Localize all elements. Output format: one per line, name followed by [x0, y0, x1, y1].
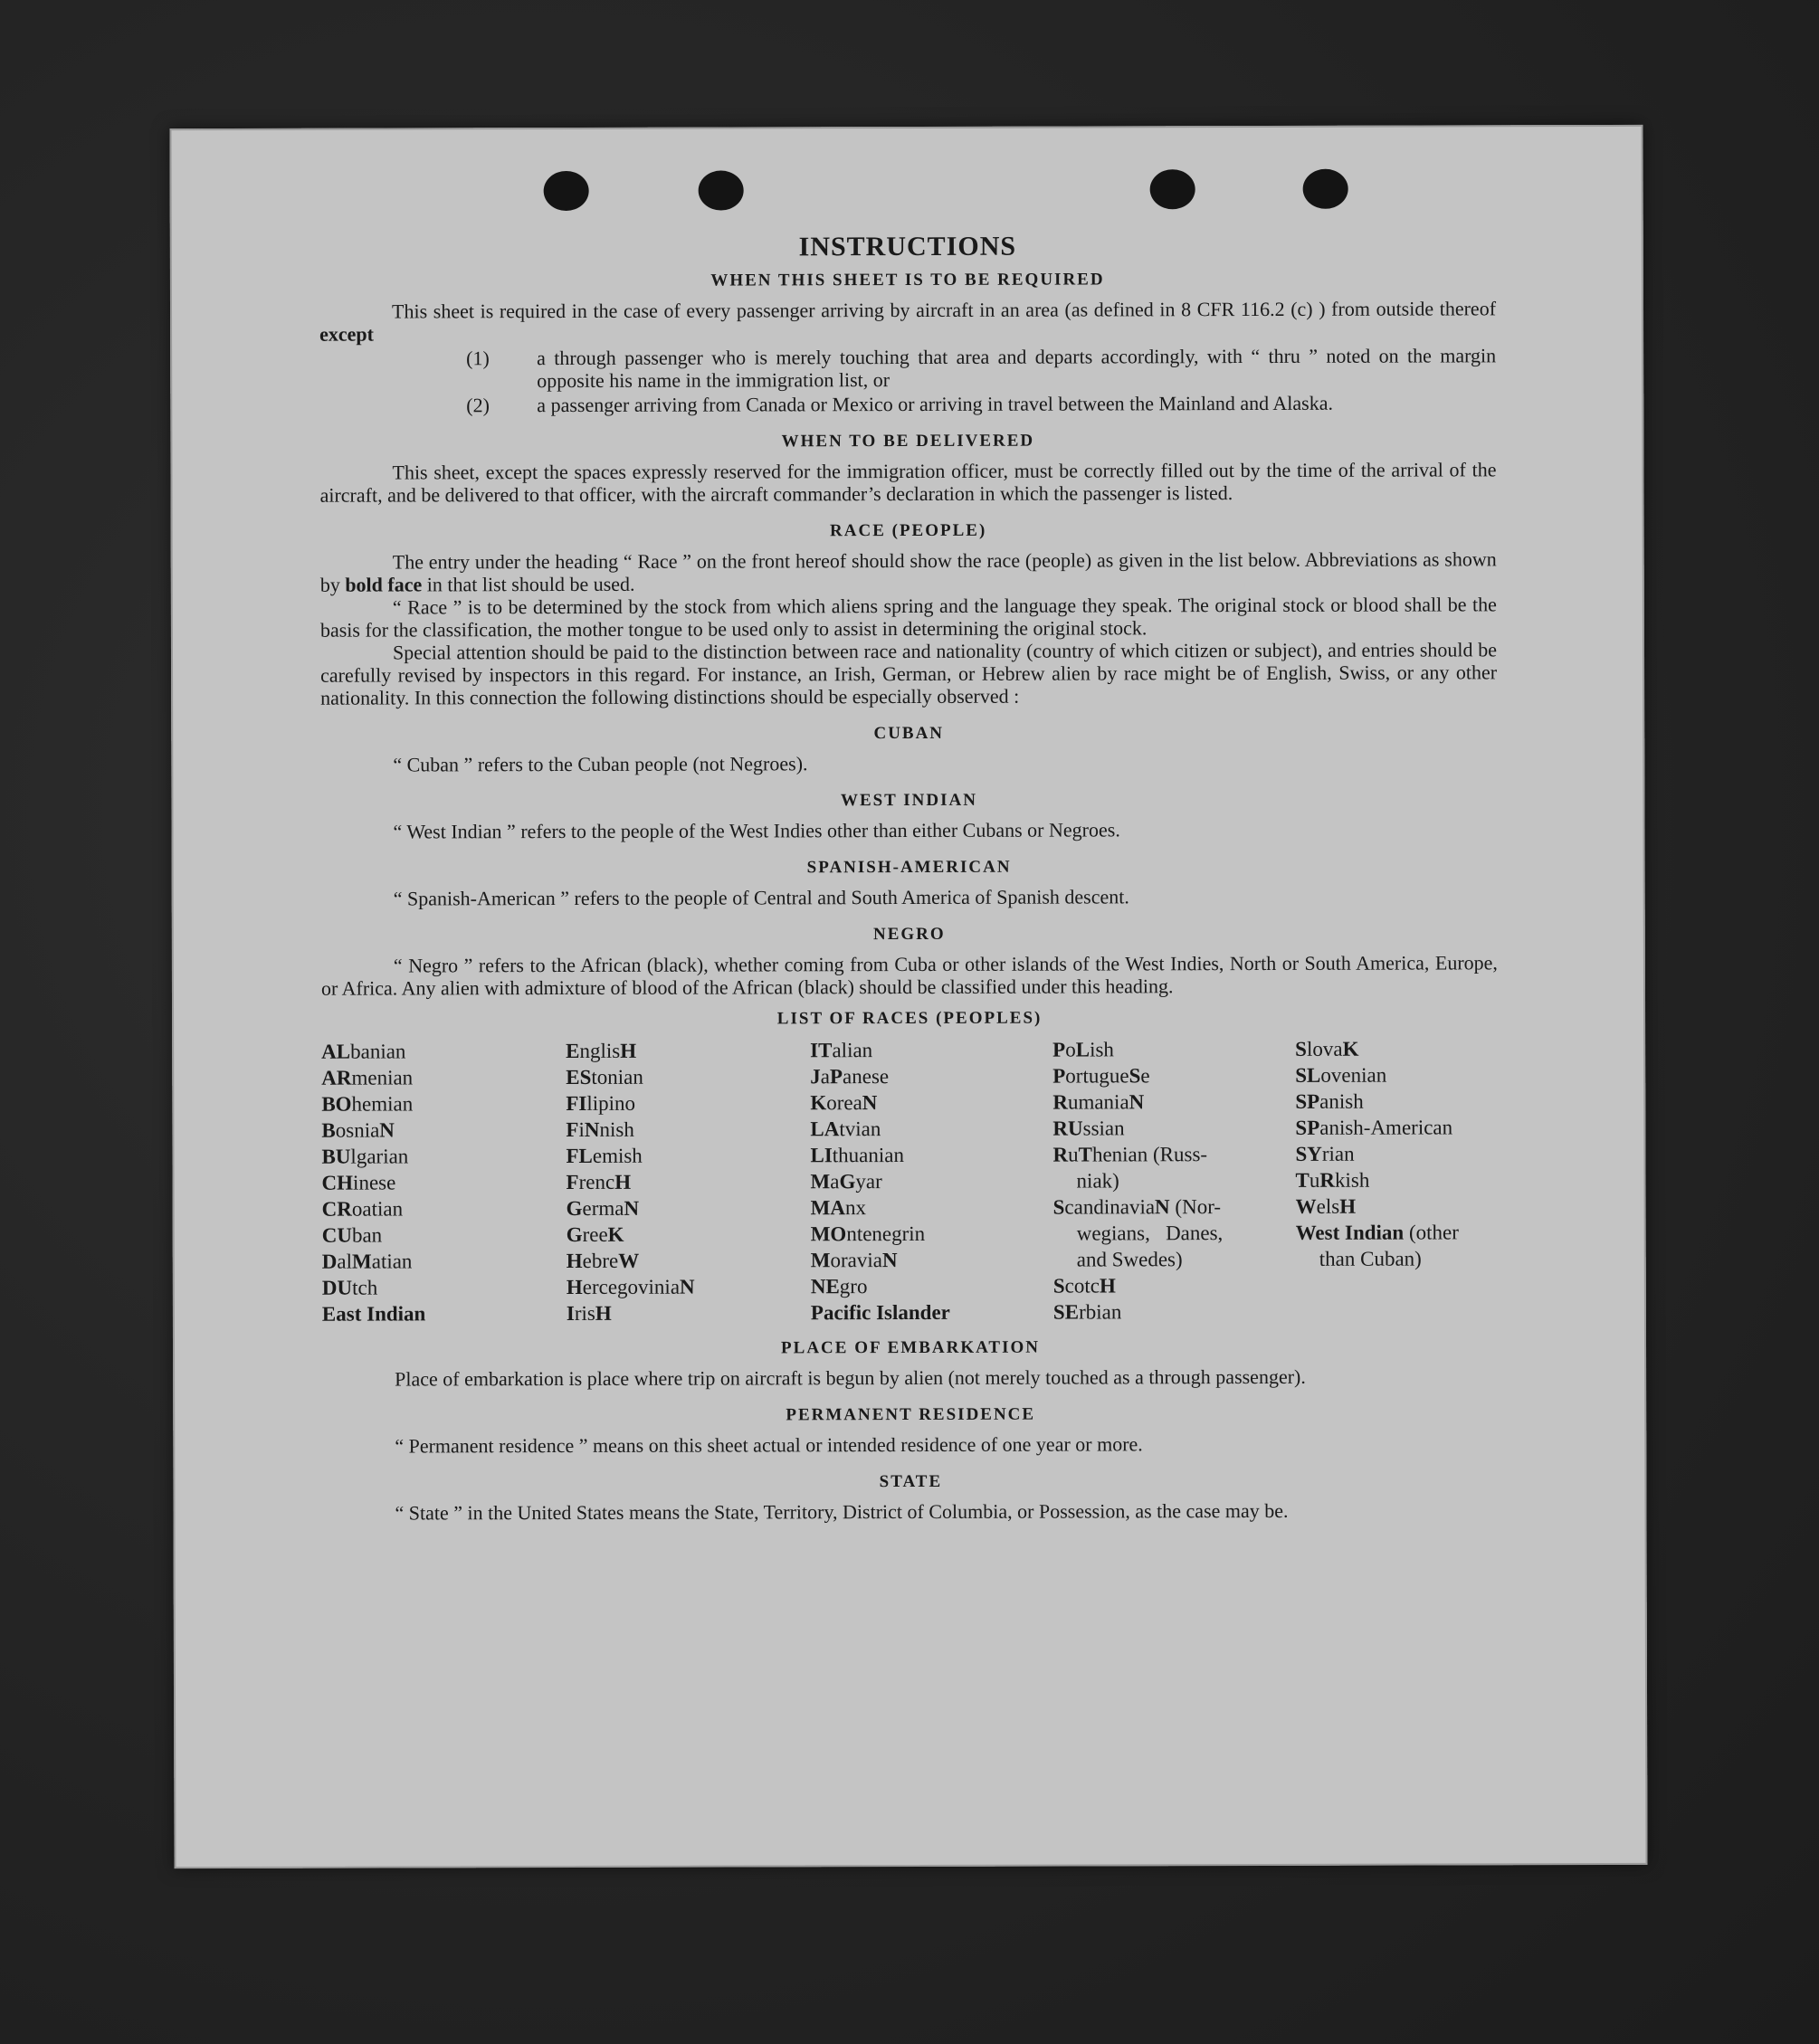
- race-text: ercegovinia: [582, 1275, 681, 1298]
- race-entry: [322, 1274, 567, 1301]
- race-entry: [1295, 1166, 1498, 1193]
- section-heading-spanish-american: SPANISH-AMERICAN: [806, 857, 1012, 878]
- punch-hole: [1150, 169, 1195, 209]
- race-text: anish: [1319, 1089, 1364, 1113]
- race-abbrev-bold: H: [1339, 1194, 1357, 1218]
- race-text: e: [1140, 1064, 1150, 1088]
- race-abbrev-bold: R: [1052, 1143, 1069, 1166]
- race-abbrev-bold: P: [1052, 1064, 1066, 1088]
- race-text: banian: [350, 1040, 406, 1063]
- race-entry: [322, 1248, 567, 1275]
- race-paragraph-3: Special attention should be paid to the distinction between race and nationality (country of which citizen or subject), and entries should be carefully revised by inspectors in this regard. For instance, an Irish, German, or Hebrew alien by race might be of English, Swiss, or any other nationality. In this connection the following distinctions should be especially observed :: [320, 638, 1498, 709]
- race-entry: [810, 1063, 1052, 1090]
- race-abbrev-bold: K: [1342, 1037, 1359, 1060]
- race-text: hemian: [351, 1092, 414, 1116]
- race-entry: [1295, 1088, 1498, 1115]
- race-abbrev-bold: N: [881, 1249, 898, 1272]
- race-text: nglis: [579, 1039, 621, 1062]
- race-abbrev-bold: F: [566, 1117, 579, 1141]
- race-abbrev-bold: CU: [321, 1223, 352, 1247]
- race-text: emish: [592, 1144, 643, 1167]
- spanish-american-text: “ Spanish-American ” refers to the people of Central and South America of Spanish descent.: [393, 885, 1129, 910]
- race-entry: [322, 1195, 567, 1222]
- race-entry: [1295, 1140, 1498, 1167]
- race-abbrev-bold: N: [679, 1275, 695, 1298]
- race-entry: [321, 1038, 566, 1065]
- race-text: u: [1068, 1143, 1079, 1166]
- race-text: o: [1065, 1038, 1076, 1061]
- race-text: ovenian: [1320, 1063, 1387, 1087]
- race-entry: [567, 1247, 811, 1274]
- race-abbrev-bold: West Indian: [1295, 1221, 1405, 1244]
- race-text: menian: [351, 1066, 414, 1089]
- race-entry: [1052, 1141, 1295, 1168]
- race-text: and Swedes): [1076, 1248, 1183, 1271]
- race-abbrev-bold: SL: [1295, 1063, 1321, 1087]
- race-abbrev-bold: P: [1052, 1038, 1066, 1061]
- section-heading-when-required: WHEN THIS SHEET IS TO BE REQUIRED: [710, 270, 1105, 290]
- races-column: [1295, 1035, 1499, 1325]
- intro-bold: except: [319, 322, 374, 346]
- race-text: osnia: [335, 1118, 380, 1142]
- race-text: oravia: [830, 1249, 882, 1272]
- race-text: inese: [353, 1171, 396, 1194]
- race-entry: [321, 1117, 566, 1144]
- race-abbrev-bold: FI: [566, 1091, 587, 1115]
- race-abbrev-bold: I: [566, 1301, 575, 1325]
- race-text: els: [1316, 1194, 1340, 1218]
- race-text: ban: [351, 1223, 383, 1247]
- race-entry: [1295, 1114, 1498, 1141]
- race-abbrev-bold: S: [1052, 1195, 1065, 1219]
- race-abbrev-bold: SP: [1295, 1116, 1320, 1139]
- race-text: ortugue: [1065, 1064, 1129, 1088]
- punch-hole: [699, 170, 744, 210]
- race-p1-bold: bold face: [345, 573, 423, 596]
- race-abbrev-bold: R: [1052, 1090, 1068, 1114]
- race-entry: [1053, 1220, 1296, 1247]
- race-abbrev-bold: S: [1129, 1064, 1141, 1088]
- item-number: (1): [466, 347, 490, 370]
- race-abbrev-bold: MO: [810, 1222, 847, 1246]
- race-text: erma: [582, 1196, 624, 1220]
- item-number: (2): [466, 394, 490, 417]
- race-entry: [567, 1194, 811, 1222]
- race-paragraph-1: [320, 547, 1497, 595]
- race-abbrev-bold: J: [810, 1065, 821, 1089]
- race-text: cotc: [1064, 1274, 1100, 1298]
- race-abbrev-bold: LA: [810, 1117, 840, 1141]
- negro-text: “ Negro ” refers to the African (black), whether coming from Cuba or other islands of the West Indies, North or South America, Europe, or Africa. Any alien with admixture of blood of the African (black) should be classified under this heading.: [320, 951, 1498, 1000]
- race-text: ntenegrin: [846, 1222, 926, 1246]
- race-text: oatian: [351, 1197, 404, 1221]
- section-heading-negro: NEGRO: [872, 924, 946, 945]
- race-entry: [811, 1273, 1053, 1300]
- race-abbrev-bold: S: [1295, 1037, 1307, 1060]
- race-abbrev-bold: Pacific Islander: [810, 1300, 950, 1325]
- race-text: anish-American: [1319, 1116, 1453, 1139]
- race-entry: [567, 1273, 811, 1300]
- section-heading-cuban: CUBAN: [873, 723, 945, 744]
- race-entry: [1052, 1167, 1295, 1194]
- race-text: lgarian: [350, 1145, 409, 1168]
- race-entry: [810, 1089, 1052, 1117]
- race-entry: [1052, 1062, 1295, 1089]
- race-abbrev-bold: G: [839, 1170, 856, 1193]
- section-heading-list-of-races: LIST OF RACES (PEOPLES): [776, 1008, 1043, 1029]
- race-abbrev-bold: M: [810, 1249, 831, 1272]
- race-text: rian: [1321, 1142, 1355, 1165]
- race-entry: [1052, 1089, 1295, 1116]
- race-abbrev-bold: East Indian: [321, 1302, 426, 1326]
- race-abbrev-bold: SP: [1295, 1089, 1320, 1113]
- document-sheet: [169, 125, 1647, 1868]
- race-text: tch: [352, 1276, 378, 1299]
- race-text: a: [830, 1170, 840, 1193]
- race-p1-text: The entry under the heading “ Race ” on the front hereof should show the race (people) as given in the list below. Abbreviations as shown by: [319, 547, 1497, 596]
- race-text: thuanian: [832, 1144, 904, 1167]
- race-abbrev-bold: SY: [1295, 1142, 1322, 1165]
- race-entry: [810, 1168, 1052, 1195]
- section-heading-when-delivered: WHEN TO BE DELIVERED: [781, 431, 1035, 452]
- race-entry: [566, 1089, 810, 1117]
- race-abbrev-bold: BU: [321, 1145, 351, 1168]
- race-text: atian: [371, 1250, 413, 1273]
- race-entry: [810, 1142, 1052, 1169]
- race-entry: [566, 1063, 810, 1090]
- west-indian-text: “ West Indian ” refers to the people of the West Indies other than either Cubans or Negroes.: [393, 818, 1120, 843]
- race-text: ree: [582, 1222, 608, 1246]
- race-entry: [321, 1064, 566, 1091]
- race-entry: [322, 1222, 567, 1249]
- section-heading-race: RACE (PEOPLE): [829, 520, 987, 541]
- race-text: lova: [1306, 1037, 1343, 1060]
- race-paragraph-2: “ Race ” is to be determined by the stock from which aliens spring and the language they speak. The original stock or blood shall be the basis for the classification, the mother tongue to be used only to assist in determining the original stock.: [319, 593, 1497, 642]
- state-text: “ State ” in the United States means the State, Territory, District of Columbia, or Possession, as the case may be.: [395, 1498, 1289, 1525]
- race-abbrev-bold: AR: [321, 1066, 352, 1089]
- race-entry: [1295, 1035, 1498, 1062]
- race-text: nish: [599, 1117, 634, 1141]
- race-abbrev-bold: H: [620, 1039, 637, 1062]
- race-text: ish: [1090, 1038, 1114, 1061]
- race-text: (other: [1404, 1221, 1459, 1244]
- races-column: [1052, 1036, 1296, 1326]
- race-abbrev-bold: RU: [1052, 1117, 1083, 1140]
- race-abbrev-bold: F: [566, 1170, 579, 1193]
- race-text: lipino: [586, 1091, 636, 1115]
- race-text: (Nor-: [1169, 1195, 1222, 1219]
- race-abbrev-bold: DU: [321, 1276, 353, 1299]
- section-heading-state: STATE: [879, 1471, 943, 1492]
- race-abbrev-bold: NE: [810, 1275, 840, 1298]
- race-entry: [811, 1194, 1053, 1222]
- race-abbrev-bold: T: [1295, 1168, 1309, 1192]
- embarkation-text: Place of embarkation is place where trip on aircraft is begun by alien (not merely touched as a through passenger).: [395, 1364, 1306, 1391]
- race-entry: [567, 1221, 811, 1248]
- race-text: umania: [1067, 1090, 1129, 1114]
- race-entry: [1053, 1272, 1296, 1299]
- race-entry: [810, 1116, 1052, 1143]
- race-abbrev-bold: BO: [321, 1092, 352, 1116]
- race-text: ssian: [1082, 1117, 1125, 1140]
- when-delivered-text: This sheet, except the spaces expressly reserved for the immigration officer, must be correctly filled out by the time of the arrival of the aircraft, and be delivered to that officer, with the aircraft commander’s declaration in which the passenger is listed.: [319, 458, 1497, 507]
- race-entry: [1053, 1246, 1296, 1273]
- race-abbrev-bold: K: [607, 1222, 624, 1246]
- race-abbrev-bold: N: [584, 1117, 600, 1141]
- race-abbrev-bold: L: [1075, 1038, 1090, 1061]
- race-text: a: [820, 1065, 830, 1089]
- race-entry: [810, 1037, 1052, 1064]
- race-text: than Cuban): [1319, 1247, 1422, 1270]
- race-text: i: [578, 1117, 585, 1141]
- race-text: wegians, Danes,: [1076, 1222, 1224, 1245]
- race-text: yar: [855, 1170, 882, 1193]
- punch-hole: [1303, 169, 1348, 209]
- race-text: ris: [574, 1301, 595, 1325]
- race-entry: [1053, 1298, 1296, 1326]
- race-abbrev-bold: IT: [810, 1039, 833, 1062]
- race-abbrev-bold: N: [1154, 1195, 1170, 1219]
- race-abbrev-bold: CR: [321, 1197, 352, 1221]
- page-title: INSTRUCTIONS: [798, 231, 1017, 262]
- race-entry: [566, 1168, 810, 1195]
- race-text: u: [1309, 1168, 1320, 1192]
- race-abbrev-bold: N: [862, 1091, 878, 1115]
- races-list: [321, 1035, 1499, 1326]
- race-abbrev-bold: H: [1099, 1274, 1116, 1298]
- exception-item: [319, 344, 1496, 392]
- race-abbrev-bold: MA: [810, 1196, 845, 1220]
- residence-text: “ Permanent residence ” means on this sheet actual or intended residence of one year or more.: [395, 1432, 1143, 1458]
- race-text: anese: [842, 1065, 890, 1089]
- race-entry: [1052, 1036, 1295, 1063]
- intro-text: This sheet is required in the case of every passenger arriving by aircraft in an area (as defined in 8 CFR 116.2 (c) ) from outside thereof: [391, 297, 1497, 323]
- race-entry: [567, 1299, 811, 1326]
- race-text: renc: [578, 1170, 615, 1193]
- race-text: al: [337, 1250, 353, 1273]
- races-column: [566, 1037, 811, 1326]
- race-entry: [322, 1300, 567, 1327]
- race-abbrev-bold: FL: [566, 1144, 593, 1167]
- race-abbrev-bold: CH: [321, 1171, 354, 1194]
- section-heading-residence: PERMANENT RESIDENCE: [786, 1404, 1036, 1425]
- race-entry: [1052, 1115, 1295, 1142]
- race-entry: [1295, 1061, 1498, 1089]
- race-abbrev-bold: H: [614, 1170, 632, 1193]
- race-text: gro: [839, 1275, 868, 1298]
- race-abbrev-bold: LI: [810, 1144, 833, 1167]
- races-column: [810, 1037, 1053, 1326]
- race-text: candinavia: [1064, 1195, 1156, 1219]
- race-abbrev-bold: D: [321, 1250, 338, 1273]
- race-entry: [321, 1143, 566, 1170]
- race-abbrev-bold: H: [595, 1301, 612, 1325]
- race-abbrev-bold: P: [829, 1065, 843, 1089]
- cuban-text: “ Cuban ” refers to the Cuban people (not Negroes).: [393, 752, 808, 776]
- race-abbrev-bold: W: [618, 1249, 640, 1272]
- race-text: orea: [826, 1091, 862, 1115]
- when-required-intro: [319, 297, 1496, 345]
- race-abbrev-bold: M: [810, 1170, 831, 1193]
- item-text: a passenger arriving from Canada or Mexico or arriving in travel between the Mainland and Alaska.: [537, 391, 1334, 417]
- race-text: niak): [1076, 1169, 1119, 1193]
- race-abbrev-bold: E: [566, 1039, 580, 1062]
- races-column: [321, 1038, 567, 1327]
- race-abbrev-bold: G: [566, 1196, 583, 1220]
- race-entry: [1296, 1245, 1499, 1272]
- item-text: a through passenger who is merely touching that area and departs accordingly, with “ thru ” noted on the margin opposite his name in the immigration list, or: [537, 344, 1497, 393]
- race-entry: [811, 1299, 1053, 1326]
- race-abbrev-bold: G: [566, 1222, 583, 1246]
- race-entry: [321, 1169, 566, 1196]
- exception-item: [319, 391, 1496, 416]
- race-text: rbian: [1079, 1300, 1122, 1324]
- race-abbrev-bold: T: [1078, 1143, 1092, 1166]
- race-abbrev-bold: H: [566, 1249, 583, 1272]
- instructions-content: [319, 233, 1500, 1524]
- race-abbrev-bold: R: [1319, 1168, 1336, 1192]
- race-abbrev-bold: W: [1295, 1194, 1317, 1218]
- race-abbrev-bold: H: [566, 1275, 583, 1298]
- race-entry: [1296, 1219, 1499, 1246]
- race-abbrev-bold: ES: [566, 1065, 592, 1089]
- race-abbrev-bold: N: [624, 1196, 640, 1220]
- race-entry: [811, 1221, 1053, 1248]
- race-entry: [811, 1247, 1053, 1274]
- race-abbrev-bold: SE: [1052, 1300, 1080, 1324]
- race-text: kish: [1334, 1168, 1370, 1192]
- race-text: alian: [832, 1039, 873, 1062]
- race-abbrev-bold: M: [351, 1250, 372, 1273]
- race-text: nx: [844, 1196, 866, 1220]
- race-abbrev-bold: K: [810, 1091, 827, 1115]
- race-text: ebre: [582, 1249, 619, 1272]
- race-text: tonian: [591, 1065, 643, 1089]
- race-entry: [1053, 1193, 1296, 1221]
- punch-hole: [544, 171, 589, 211]
- race-entry: [566, 1116, 810, 1143]
- race-entry: [566, 1037, 810, 1064]
- race-abbrev-bold: B: [321, 1118, 336, 1142]
- race-p1-text-end: in that list should be used.: [426, 572, 635, 596]
- race-text: tvian: [839, 1117, 881, 1141]
- race-entry: [321, 1090, 566, 1117]
- race-text: henian (Russ-: [1091, 1143, 1208, 1166]
- race-abbrev-bold: N: [379, 1118, 395, 1142]
- race-entry: [1296, 1193, 1499, 1220]
- race-abbrev-bold: N: [1129, 1090, 1145, 1114]
- section-heading-embarkation: PLACE OF EMBARKATION: [781, 1337, 1041, 1358]
- section-heading-west-indian: WEST INDIAN: [840, 790, 977, 811]
- race-abbrev-bold: S: [1052, 1274, 1065, 1298]
- race-entry: [566, 1142, 810, 1169]
- race-abbrev-bold: AL: [321, 1040, 351, 1063]
